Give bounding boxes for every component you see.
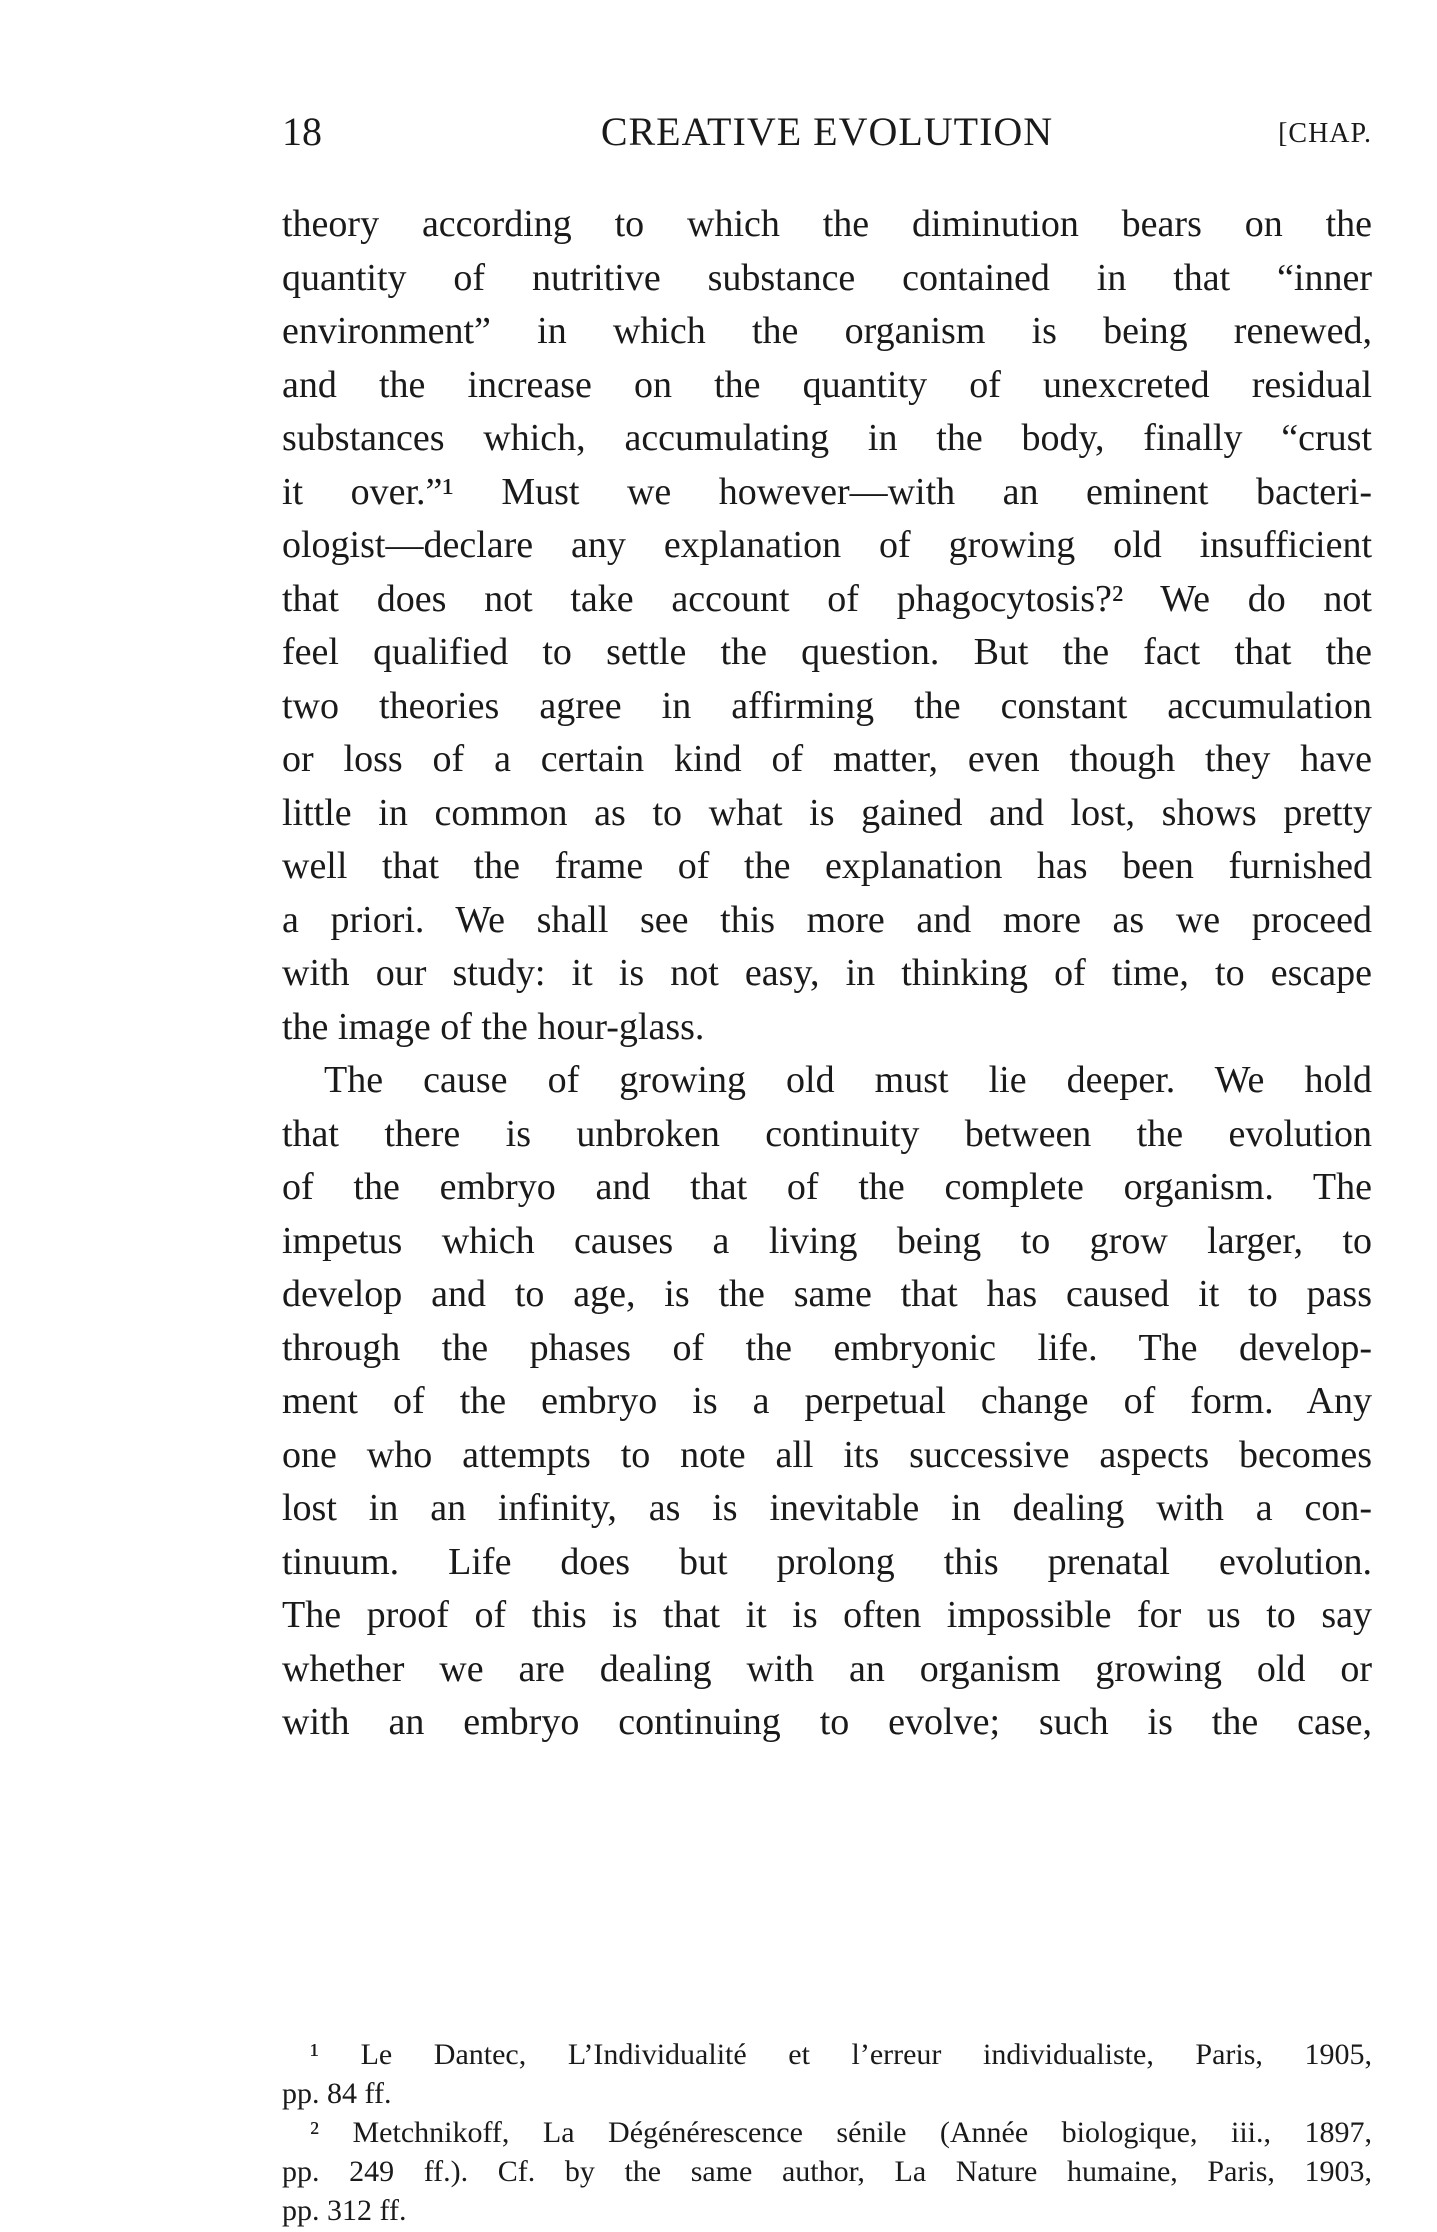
running-title: CREATIVE EVOLUTION bbox=[600, 109, 1054, 154]
body-line: theory according to which the diminution bears on the bbox=[282, 203, 1372, 245]
body-line: environment” in which the organism is being renewed, bbox=[282, 310, 1372, 352]
body-line: lost in an infinity, as is inevitable in dealing with a con- bbox=[282, 1487, 1372, 1529]
body-line: the image of the hour-glass. bbox=[282, 1005, 705, 1048]
body-line: two theories agree in affirming the constant accumulation bbox=[282, 684, 1372, 727]
body-line: that there is unbroken continuity between the evolution bbox=[282, 1112, 1372, 1155]
body-line: little in common as to what is gained and lost, shows pretty bbox=[282, 791, 1372, 834]
body-line: and the increase on the quantity of unexcreted residual bbox=[282, 363, 1372, 406]
body-line: tinuum. Life does but prolong this prenatal evolution. bbox=[282, 1540, 1372, 1583]
body-line: ment of the embryo is a perpetual change of form. Any bbox=[282, 1380, 1372, 1422]
body-text bbox=[282, 198, 1372, 1750]
footnote-line: ² Metchnikoff, La Dégénérescence sénile (Année biologique, iii., 1897, bbox=[310, 2116, 1372, 2149]
body-line: a priori. We shall see this more and more as we proceed bbox=[282, 898, 1372, 941]
footnote-line: pp. 312 ff. bbox=[282, 2194, 407, 2227]
page-header bbox=[282, 108, 1372, 168]
body-line: it over.”¹ Must we however—with an eminent bacteri- bbox=[282, 470, 1372, 513]
footnote-line: pp. 84 ff. bbox=[282, 2077, 392, 2110]
body-line: one who attempts to note all its successive aspects becomes bbox=[282, 1433, 1372, 1476]
page-number: 18 bbox=[282, 109, 322, 154]
body-line: substances which, accumulating in the body, finally “crust bbox=[282, 417, 1372, 459]
body-line: whether we are dealing with an organism growing old or bbox=[282, 1647, 1372, 1690]
body-line: develop and to age, is the same that has caused it to pass bbox=[282, 1273, 1372, 1315]
body-line: that does not take account of phagocytosis?² We do not bbox=[282, 577, 1372, 620]
body-line: feel qualified to settle the question. But the fact that the bbox=[282, 631, 1372, 673]
body-line: quantity of nutritive substance contained in that “inner bbox=[282, 256, 1372, 299]
body-line: ologist—declare any explanation of growing old insufficient bbox=[282, 524, 1372, 566]
body-line: well that the frame of the explanation has been furnished bbox=[282, 845, 1372, 887]
footnote-line: pp. 249 ff.). Cf. by the same author, La Nature humaine, Paris, 1903, bbox=[282, 2155, 1372, 2188]
body-line: of the embryo and that of the complete organism. The bbox=[282, 1166, 1372, 1208]
body-line: The cause of growing old must lie deeper. We hold bbox=[324, 1059, 1372, 1101]
body-line: The proof of this is that it is often impossible for us to say bbox=[282, 1594, 1372, 1636]
chapter-label: [CHAP. bbox=[1278, 118, 1372, 149]
body-line: with our study: it is not easy, in thinking of time, to escape bbox=[282, 952, 1372, 994]
footnotes bbox=[282, 2035, 1372, 2230]
body-line: or loss of a certain kind of matter, even though they have bbox=[282, 738, 1372, 780]
body-line: impetus which causes a living being to grow larger, to bbox=[282, 1219, 1372, 1262]
footnote-line: ¹ Le Dantec, L’Individualité et l’erreur individualiste, Paris, 1905, bbox=[310, 2038, 1372, 2071]
body-line: with an embryo continuing to evolve; such is the case, bbox=[282, 1701, 1372, 1743]
body-line: through the phases of the embryonic life. The develop- bbox=[282, 1326, 1372, 1369]
